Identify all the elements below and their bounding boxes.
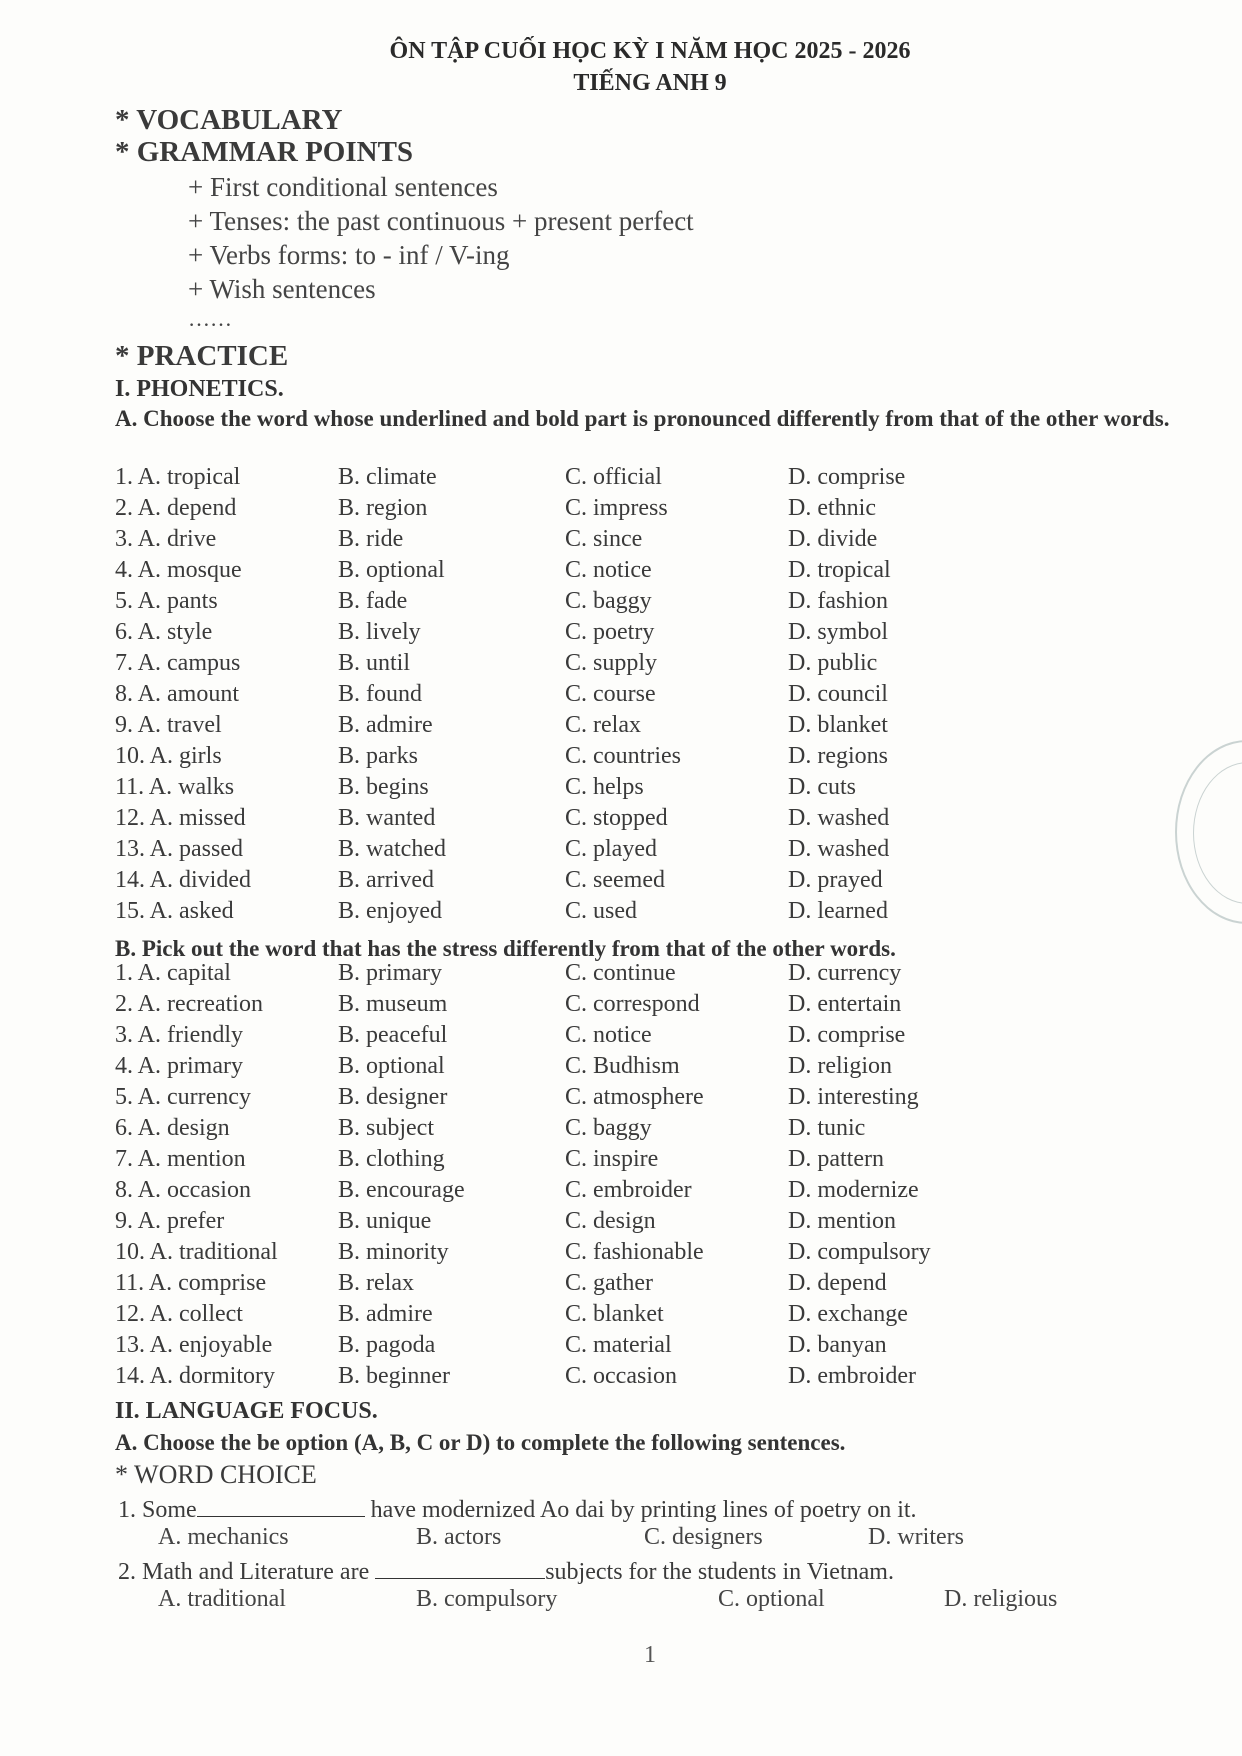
option-c: C. baggy [565,1115,652,1141]
option-d: D. blanket [788,712,888,738]
option-a: 11. A. walks [115,774,235,800]
phonetics-b-question-row [0,1084,1242,1114]
option-b: B. designer [338,1084,448,1110]
option-b: B. arrived [338,867,434,893]
option-b: B. peaceful [338,1022,448,1048]
option-d: D. symbol [788,619,889,645]
phonetics-a-question-row [0,867,1242,897]
option-b: B. optional [338,1053,445,1079]
phonetics-b-question-row [0,1115,1242,1145]
option-a: 7. A. campus [115,650,241,676]
option-d: D. comprise [788,464,906,490]
question-1 [118,1492,917,1524]
option-a: 12. A. missed [115,805,246,831]
option-c: C. fashionable [565,1239,704,1265]
phonetics-a-question-row [0,464,1242,494]
option-a: 3. A. friendly [115,1022,243,1048]
option-c: C. official [565,464,662,490]
option-d: D. regions [788,743,888,769]
option-a: 13. A. enjoyable [115,1332,273,1358]
document-subtitle: TIẾNG ANH 9 [573,70,727,96]
option-b: B. clothing [338,1146,445,1172]
question-1-text-pre: 1. Some [118,1497,197,1523]
phonetics-a-question-row [0,774,1242,804]
option-d: D. modernize [788,1177,919,1203]
phonetics-a-question-row [0,712,1242,742]
option-c: C. Budhism [565,1053,680,1079]
option-d: D. prayed [788,867,883,893]
option-b: B. minority [338,1239,449,1265]
option-a: 2. A. recreation [115,991,263,1017]
option-c: C. notice [565,557,652,583]
option-d: D. compulsory [788,1239,931,1265]
phonetics-a-question-row [0,898,1242,928]
option-a: 12. A. collect [115,1301,243,1327]
option-b: B. until [338,650,411,676]
grammar-ellipsis: …… [188,306,232,331]
option-a: 1. A. tropical [115,464,241,490]
option-c: C. impress [565,495,668,521]
option: A. mechanics [158,1524,289,1550]
option-b: B. museum [338,991,448,1017]
option-a: 2. A. depend [115,495,237,521]
option-d: D. washed [788,805,890,831]
option-c: C. continue [565,960,676,986]
phonetics-b-question-row [0,1146,1242,1176]
phonetics-b-question-row [0,1239,1242,1269]
option-a: 6. A. style [115,619,213,645]
phonetics-b-question-row [0,1363,1242,1393]
option-b: B. relax [338,1270,414,1296]
option-c: C. embroider [565,1177,692,1203]
option-d: D. mention [788,1208,896,1234]
phonetics-b-question-row [0,960,1242,990]
option-d: D. embroider [788,1363,916,1389]
option-d: D. tropical [788,557,891,583]
option-b: B. encourage [338,1177,465,1203]
option-d: D. depend [788,1270,887,1296]
phonetics-a-question-row [0,650,1242,680]
grammar-point: + Verbs forms: to - inf / V-ing [188,240,510,270]
option-c: C. since [565,526,643,552]
option-c: C. relax [565,712,641,738]
option-a: 6. A. design [115,1115,230,1141]
option-d: D. learned [788,898,888,924]
phonetics-a-question-row [0,836,1242,866]
option-d: D. religion [788,1053,892,1079]
option-c: C. gather [565,1270,653,1296]
option-b: B. wanted [338,805,436,831]
option-d: D. comprise [788,1022,906,1048]
option-a: 1. A. capital [115,960,231,986]
option-d: D. entertain [788,991,902,1017]
option-c: C. helps [565,774,644,800]
phonetics-a-instruction: A. Choose the word whose underlined and bold part is pronounced differently from that of the other words. [115,406,1170,431]
phonetics-b-question-row [0,1270,1242,1300]
option-b: B. unique [338,1208,432,1234]
option-b: B. ride [338,526,404,552]
option-b: B. found [338,681,422,707]
option-c: C. stopped [565,805,668,831]
option: B. compulsory [416,1586,558,1612]
phonetics-b-instruction: B. Pick out the word that has the stress differently from that of the other words. [115,936,896,961]
practice-heading: * PRACTICE [115,340,289,372]
option-a: 4. A. primary [115,1053,243,1079]
phonetics-heading: I. PHONETICS. [115,376,284,402]
option: D. religious [944,1586,1058,1612]
phonetics-b-question-row [0,991,1242,1021]
option-c: C. poetry [565,619,655,645]
option-c: C. course [565,681,656,707]
answer-blank[interactable] [197,1492,365,1517]
option-b: B. begins [338,774,429,800]
option-a: 8. A. occasion [115,1177,251,1203]
answer-blank[interactable] [375,1554,545,1579]
language-focus-heading: II. LANGUAGE FOCUS. [115,1398,378,1424]
option-d: D. exchange [788,1301,908,1327]
option-a: 11. A. comprise [115,1270,267,1296]
document-title: ÔN TẬP CUỐI HỌC KỲ I NĂM HỌC 2025 - 2026 [389,38,911,64]
option-d: D. pattern [788,1146,884,1172]
option-c: C. material [565,1332,672,1358]
option-a: 13. A. passed [115,836,243,862]
option-b: B. primary [338,960,442,986]
option-c: C. countries [565,743,681,769]
option-a: 3. A. drive [115,526,217,552]
language-focus-instruction: A. Choose the be option (A, B, C or D) to complete the following sentences. [115,1430,846,1455]
phonetics-a-question-row [0,805,1242,835]
option-b: B. fade [338,588,408,614]
phonetics-a-question-row [0,557,1242,587]
option-b: B. region [338,495,428,521]
question-2 [118,1554,894,1586]
phonetics-b-question-row [0,1301,1242,1331]
option-d: D. currency [788,960,902,986]
option-c: C. played [565,836,657,862]
option-a: 5. A. currency [115,1084,251,1110]
option-c: C. atmosphere [565,1084,704,1110]
phonetics-a-question-row [0,526,1242,556]
option-c: C. supply [565,650,658,676]
option-d: D. interesting [788,1084,919,1110]
option-d: D. council [788,681,888,707]
grammar-point: + Tenses: the past continuous + present perfect [188,206,694,236]
phonetics-b-question-row [0,1022,1242,1052]
phonetics-a-question-row [0,495,1242,525]
option-d: D. cuts [788,774,856,800]
grammar-heading: * GRAMMAR POINTS [115,136,414,168]
option-a: 8. A. amount [115,681,239,707]
option-a: 15. A. asked [115,898,234,924]
option-a: 5. A. pants [115,588,218,614]
option-c: C. occasion [565,1363,677,1389]
option-c: C. design [565,1208,656,1234]
phonetics-b-question-row [0,1053,1242,1083]
option-d: D. ethnic [788,495,876,521]
option: B. actors [416,1524,502,1550]
option: D. writers [868,1524,964,1550]
question-2-text-pre: 2. Math and Literature are [118,1559,376,1585]
option-a: 7. A. mention [115,1146,246,1172]
option-d: D. divide [788,526,878,552]
option-d: D. public [788,650,878,676]
option-a: 10. A. girls [115,743,222,769]
phonetics-b-question-row [0,1177,1242,1207]
option-c: C. baggy [565,588,652,614]
option-d: D. fashion [788,588,888,614]
option-c: C. notice [565,1022,652,1048]
option-d: D. banyan [788,1332,887,1358]
grammar-point: + Wish sentences [188,274,376,304]
option-b: B. admire [338,712,433,738]
option: C. designers [644,1524,763,1550]
page-number: 1 [644,1642,656,1668]
question-1-text-post: have modernized Ao dai by printing lines of poetry on it. [364,1497,917,1523]
option-a: 9. A. travel [115,712,222,738]
phonetics-b-question-row [0,1332,1242,1362]
option-a: 14. A. dormitory [115,1363,275,1389]
option: A. traditional [158,1586,286,1612]
option-d: D. tunic [788,1115,866,1141]
option-b: B. subject [338,1115,434,1141]
option-c: C. blanket [565,1301,664,1327]
option-a: 4. A. mosque [115,557,242,583]
option-b: B. admire [338,1301,433,1327]
option-b: B. optional [338,557,445,583]
option-a: 10. A. traditional [115,1239,278,1265]
option-c: C. used [565,898,637,924]
option-c: C. inspire [565,1146,659,1172]
option-d: D. washed [788,836,890,862]
option-a: 9. A. prefer [115,1208,225,1234]
option-c: C. correspond [565,991,700,1017]
option: C. optional [718,1586,825,1612]
option-b: B. enjoyed [338,898,442,924]
phonetics-b-question-row [0,1208,1242,1238]
phonetics-a-question-row [0,743,1242,773]
option-b: B. pagoda [338,1332,436,1358]
option-a: 14. A. divided [115,867,251,893]
option-b: B. beginner [338,1363,450,1389]
option-b: B. lively [338,619,421,645]
grammar-point: + First conditional sentences [188,172,498,202]
option-b: B. watched [338,836,446,862]
phonetics-a-question-row [0,588,1242,618]
phonetics-a-question-row [0,681,1242,711]
option-b: B. climate [338,464,437,490]
phonetics-a-question-row [0,619,1242,649]
option-c: C. seemed [565,867,665,893]
word-choice-heading: * WORD CHOICE [115,1460,317,1489]
vocabulary-heading: * VOCABULARY [115,104,343,136]
question-2-text-post: subjects for the students in Vietnam. [545,1559,894,1585]
option-b: B. parks [338,743,418,769]
